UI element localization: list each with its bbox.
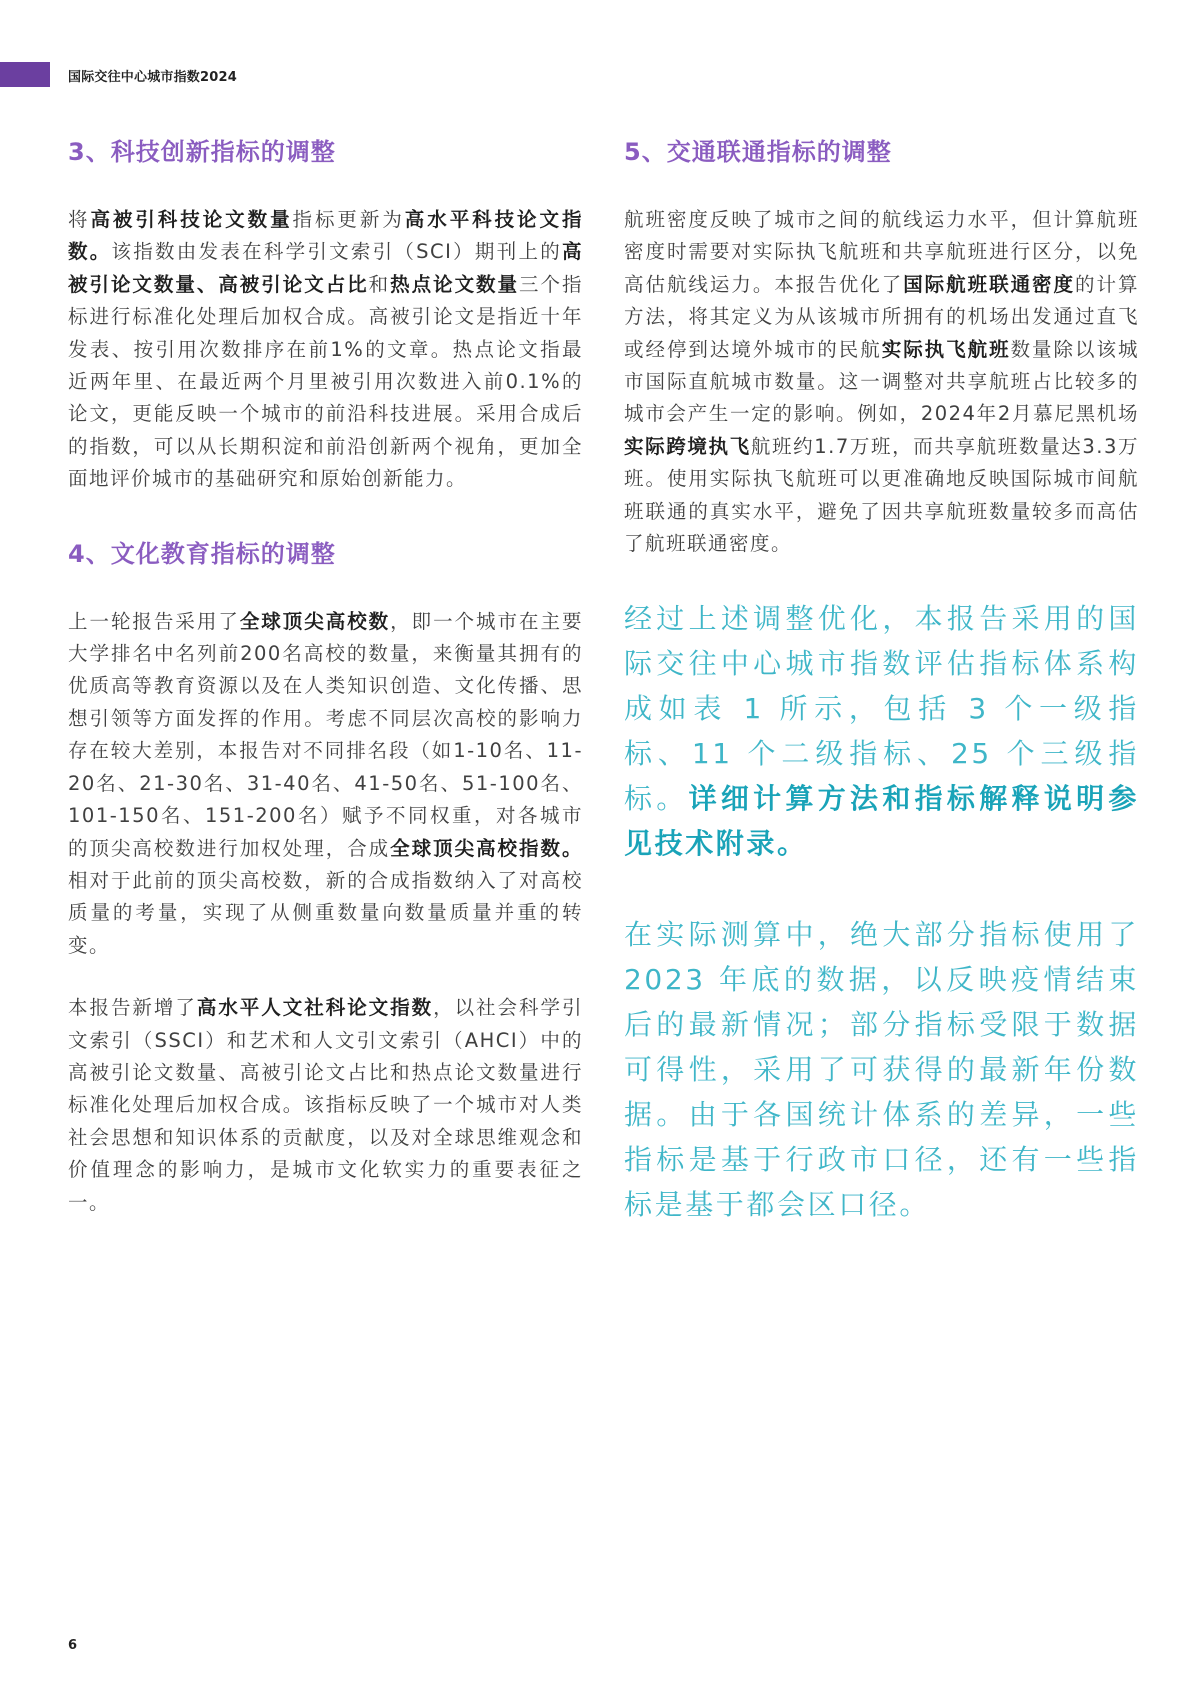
paragraph xyxy=(68,992,583,1219)
section-heading-tech-innovation: 3、科技创新指标的调整 xyxy=(68,138,336,166)
text-run: 航班密度反映了城市之间的航线运力水平，但计算航班密度时需要对实际执飞航班和共享航班进行区分，以免高估航线运力。本报告优化了 xyxy=(624,208,1139,296)
paragraph xyxy=(68,606,583,962)
text-run: 的计算方法，将其定义为从该城市所拥有的机场出发通过直飞或经停到达境外城市的民航 xyxy=(624,272,1139,361)
emphasis-text: 全球顶尖高校数 xyxy=(239,609,391,633)
left-column xyxy=(68,134,583,1249)
emphasis-text: 高水平人文社科论文指数 xyxy=(196,996,434,1020)
emphasis-text: 高被引科技论文数量 xyxy=(90,208,293,231)
text-run: 航班约1.7万班，而共享航班数量达3.3万班。使用实际执飞航班可以更准确地反映国际城市间航班联通的真实水平，避免了因共享航班数量较多而高估了航班联通密度。 xyxy=(624,434,1139,556)
header-accent-bar xyxy=(0,62,50,87)
callout-text xyxy=(624,596,1139,866)
text-run: 指标更新为 xyxy=(292,208,405,231)
text-run: 三个指标进行标准化处理后加权合成。高被引论文是指近十年发表、按引用次数排序在前1%的文章。热点论文指最近两年里、在最近两个月里被引用次数进入前0.1%的论文，更能反映一个城市的前沿科技进展。采用合成后的指数，可以从长期积淀和前沿创新两个视角，更加全面地评价城市的基础研究和原始创新能力。 xyxy=(68,272,583,491)
section-heading-transport: 5、交通联通指标的调整 xyxy=(624,138,892,166)
text-run: 数量除以该城市国际直航城市数量。这一调整对共享航班占比较多的城市会产生一定的影响。例如，2024年2月慕尼黑机场 xyxy=(624,337,1139,426)
section-heading-culture-education: 4、文化教育指标的调整 xyxy=(68,539,336,568)
text-run: 和 xyxy=(368,272,391,296)
text-run: 该指数由发表在科学引文索引（SCI）期刊上的 xyxy=(111,240,562,264)
emphasis-text: 实际执飞航班 xyxy=(881,337,1011,361)
emphasis-text: 热点论文数量 xyxy=(390,272,520,296)
emphasis-text: 全球顶尖高校指数。 xyxy=(390,836,583,860)
page-number: 6 xyxy=(68,1638,78,1653)
text-run: 本报告新增了 xyxy=(68,996,197,1020)
emphasis-text: 高被引论文数量、高被引论文占比 xyxy=(68,240,583,296)
text-run: 经过上述调整优化，本报告采用的国际交往中心城市指数评估指标体系构成如表 1 所示，包括 3 个一级指标、11 个二级指标、25 个三级指标。 xyxy=(624,602,1139,816)
paragraph xyxy=(68,204,583,496)
emphasis-text: 国际航班联通密度 xyxy=(903,272,1076,296)
text-run: ，即一个城市在主要大学排名中名列前200名高校的数量，来衡量其拥有的优质高等教育资源以及在人类知识创造、文化传播、思想引领等方面发挥的作用。考虑不同层次高校的影响力存在较大差别，本报告对不同排名段（如1-10名、11-20名、21-30名、31-40名、41-50名、51-100名、101-150名、151-200名）赋予不同权重，对各城市的顶尖高校数进行加权处理，合成 xyxy=(68,609,583,860)
report-title: 国际交往中心城市指数2024 xyxy=(68,70,237,85)
callout-text xyxy=(624,912,1139,1227)
text-run: 将 xyxy=(68,208,91,231)
text-run: ，以社会科学引文索引（SSCI）和艺术和人文引文索引（AHCI）中的高被引论文数量、高被引论文占比和热点论文数量进行标准化处理后加权合成。该指标反映了一个城市对人类社会思想和知识体系的贡献度，以及对全球思维观念和价值理念的影响力，是城市文化软实力的重要表征之一。 xyxy=(68,996,583,1214)
emphasis-text: 详细计算方法和指标解释说明参见技术附录。 xyxy=(624,782,1140,861)
emphasis-text: 高水平科技论文指数。 xyxy=(68,208,583,264)
text-run: 在实际测算中，绝大部分指标使用了 2023 年底的数据，以反映疫情结束后的最新情况；部分指标受限于数据可得性，采用了可获得的最新年份数据。由于各国统计体系的差异，一些指标是基于行政市口径，还有一些指标是基于都会区口径。 xyxy=(624,918,1139,1222)
text-run: 上一轮报告采用了 xyxy=(68,609,240,633)
right-column xyxy=(624,134,1139,1273)
text-run: 相对于此前的顶尖高校数，新的合成指数纳入了对高校质量的考量，实现了从侧重数量向数量质量并重的转变。 xyxy=(68,868,583,957)
paragraph xyxy=(624,204,1139,560)
emphasis-text: 实际跨境执飞 xyxy=(624,434,751,458)
